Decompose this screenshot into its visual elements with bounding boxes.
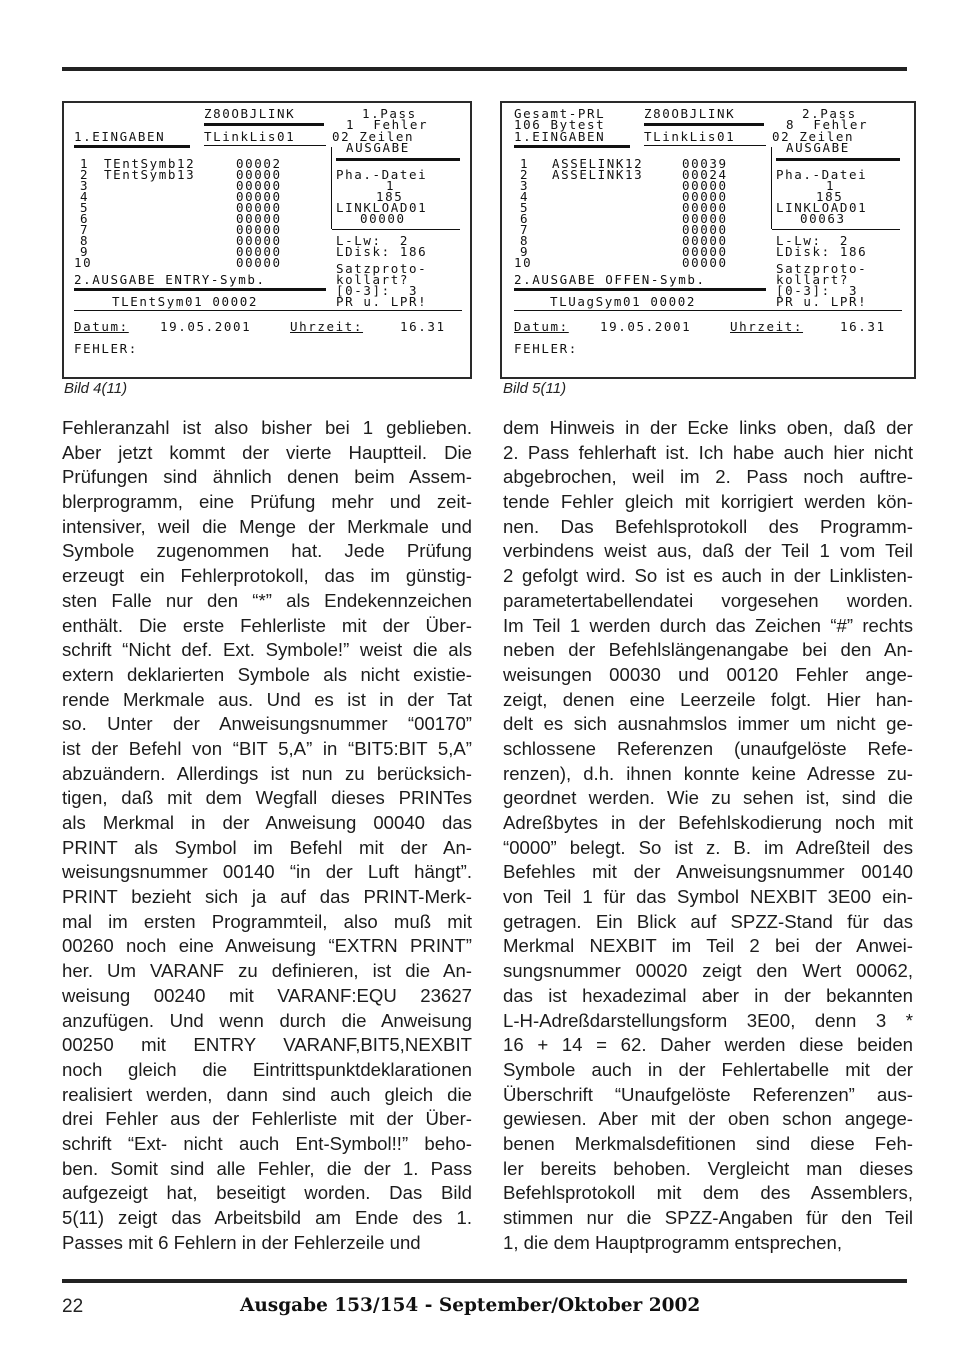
line-count: 02 Zeilen	[332, 129, 415, 144]
pha-label: Pha.-Datei	[336, 167, 428, 182]
list-name: TLinkLis01	[644, 129, 736, 144]
eingaben-underline	[514, 145, 630, 148]
row-name: TEntSymb13	[104, 167, 196, 182]
output-underline	[776, 158, 900, 161]
lw-info: L-Lw: 2	[336, 233, 410, 248]
row-num: 6	[520, 211, 530, 226]
text-line: gewiesen. Aber mit der oben schon angege-	[503, 1108, 913, 1130]
list-underline	[204, 145, 326, 146]
text-line: 16 + 14 = 62. Daher werden diese beiden	[503, 1034, 913, 1056]
output-file: TLEntSym01 00002	[112, 294, 259, 309]
ldisk-info: LDisk: 186	[336, 244, 428, 259]
datum-label: Datum:	[74, 319, 129, 334]
text-line: als Merkmal in der Anweisung 00040 das	[62, 812, 472, 833]
page-number: 22	[62, 1296, 84, 1317]
text-line: benen Merkmalsdefitionen sind diese Feh-	[503, 1132, 913, 1154]
text-line: schlossene Referenzen (unaufgelöste Refe-	[503, 737, 913, 759]
body-column-left	[62, 416, 472, 1255]
output-file: TLUagSym01 00002	[550, 294, 697, 309]
text-line: “0000” belegt. So ist z. B. im Adreßteil des	[503, 836, 913, 858]
satz-line-2: kollart?	[336, 272, 410, 287]
pass-label: 2.Pass	[802, 106, 857, 121]
row-val: 00002	[236, 156, 282, 171]
row-val: 00000	[236, 178, 282, 193]
uhrzeit-label: Uhrzeit:	[730, 319, 804, 334]
text-line: mal im ersten Programmteil, also muß mit	[62, 910, 472, 932]
program-name: Z80OBJLINK	[644, 106, 736, 121]
text-line: sten Falle nur den “*” als Endekennzeichen	[62, 589, 472, 611]
output-label: AUSGABE	[346, 140, 410, 155]
text-line: tende Fehler gleich mit korrigiert werden kön-	[503, 491, 913, 513]
text-line: 1, die dem Hauptprogramm entsprechen,	[503, 1231, 842, 1253]
row-num: 8	[520, 233, 530, 248]
pha-value: 00000	[360, 211, 406, 226]
screen-bild5	[500, 101, 916, 379]
bottom-rule	[62, 1279, 907, 1283]
text-line: aufgezeigt hat, beseitigt worden. Das Bild	[62, 1182, 472, 1204]
text-line: intensiver, weil die Menge der Merkmale und	[62, 515, 472, 537]
datum-value: 19.05.2001	[160, 319, 252, 334]
text-line: Symbole zugenommen hat. Jede Prüfung	[62, 540, 472, 562]
text-line: stimmen nur die SPZZ-Angaben für den Teil	[503, 1207, 913, 1228]
pha-bottom-line	[332, 229, 460, 230]
footer-divider	[514, 310, 902, 311]
text-line: rende Merkmale aus. Und es ist in der Tat	[62, 688, 472, 710]
row-num: 9	[80, 244, 90, 259]
pass-label: 1.Pass	[362, 106, 417, 121]
row-val: 00000	[682, 233, 728, 248]
row-num: 5	[520, 200, 530, 215]
pha-file: LINKLOAD01	[336, 200, 428, 215]
text-line: renzen), d.h. ihnen konnte keine Adresse zu-	[503, 762, 913, 784]
row-val: 00000	[236, 255, 282, 270]
text-line: weisungen 00030 und 00120 Fehler ange-	[503, 663, 913, 685]
row-num: 9	[520, 244, 530, 259]
text-line: Befehlsprotokoll mit dem des Assemblers,	[503, 1182, 913, 1204]
text-line: PRINT bezieht sich ja auf das PRINT-Merk-	[62, 886, 472, 908]
satz-line-1: Satzproto-	[336, 261, 428, 276]
row-name: TEntSymb12	[104, 156, 196, 171]
caption-bild5: Bild 5(11)	[503, 380, 567, 397]
text-line: Prüfungen sind ähnlich denen beim Assem-	[62, 466, 472, 488]
eingaben-underline	[74, 145, 190, 148]
fehler-label: FEHLER:	[74, 341, 138, 356]
header-left-1: Gesamt-PRL	[514, 106, 606, 121]
program-name: Z80OBJLINK	[204, 106, 296, 121]
issue-title: Ausgabe 153/154 - September/Oktober 2002	[240, 1295, 701, 1316]
row-name: ASSELINK13	[552, 167, 644, 182]
row-val: 00000	[236, 233, 282, 248]
uhrzeit-value: 16.31	[840, 319, 886, 334]
text-line: abzuändern. Allerdings ist nun zu berücksich-	[62, 762, 472, 784]
satz-line-4: PR u. LPR!	[336, 294, 428, 309]
fehler-label: FEHLER:	[514, 341, 578, 356]
text-line: Im Teil 1 werden durch das Zeichen “#” rechts	[503, 614, 913, 636]
error-count: 1 Fehler	[346, 117, 429, 132]
row-num: 7	[80, 222, 90, 237]
section-eingaben: 1.EINGABEN	[514, 129, 606, 144]
list-underline	[644, 145, 766, 146]
text-line: Befehles mit der Anweisungsnummer 00140	[503, 861, 913, 883]
pha-file: LINKLOAD01	[776, 200, 868, 215]
row-num: 3	[520, 178, 530, 193]
uhrzeit-value: 16.31	[400, 319, 446, 334]
row-val: 00000	[236, 200, 282, 215]
row-name: ASSELINK12	[552, 156, 644, 171]
ausgabe-underline	[74, 288, 326, 291]
text-line: schrift “Ext- nicht auch Ent-Symbol!!” beho-	[62, 1132, 472, 1154]
text-line: 00260 noch eine Anweisung “EXTRN PRINT”	[62, 935, 472, 957]
pha-value: 00063	[800, 211, 846, 226]
row-val: 00000	[682, 244, 728, 259]
section-ausgabe: 2.AUSGABE OFFEN-Symb.	[514, 272, 706, 287]
header-left-2: 106 Bytest	[514, 117, 606, 132]
row-val: 00000	[236, 222, 282, 237]
program-underline	[644, 123, 764, 126]
text-line: schrift “Nicht def. Ext. Symbole!” weist die als	[62, 639, 472, 661]
program-underline	[204, 123, 324, 126]
line-count: 02 Zeilen	[772, 129, 855, 144]
section-ausgabe: 2.AUSGABE ENTRY-Symb.	[74, 272, 266, 287]
output-divider	[771, 147, 772, 229]
text-line: noch gleich die Eintrittspunktdeklarationen	[62, 1058, 472, 1080]
text-line: weisungsnummer 00140 “in der Luft hängt”.	[62, 861, 472, 883]
list-name: TLinkLis01	[204, 129, 296, 144]
satz-line-3: [0-3]: 3	[336, 283, 419, 298]
text-line: das ist hexadezimal aber in der bekannten	[503, 984, 913, 1006]
section-eingaben: 1.EINGABEN	[74, 129, 166, 144]
satz-line-3: [0-3]: 3	[776, 283, 859, 298]
text-line: Fehleranzahl ist also bisher bei 1 geblieben.	[62, 417, 472, 438]
text-line: Überschrift “Unaufgelöste Referenzen” aus-	[503, 1083, 913, 1105]
row-num: 6	[80, 211, 90, 226]
text-line: Aber jetzt kommt der vierte Hauptteil. Die	[62, 441, 472, 463]
text-line: 00250 mit ENTRY VARANF,BIT5,NEXBIT	[62, 1034, 472, 1056]
output-label: AUSGABE	[786, 140, 850, 155]
text-line: L-H-Adreßdarstellungsform 3E00, denn 3 *	[503, 1009, 913, 1031]
row-num: 4	[80, 189, 90, 204]
row-val: 00000	[236, 211, 282, 226]
row-num: 1	[520, 156, 530, 171]
text-line: parametertabellendatei vorgesehen worden.	[503, 589, 913, 611]
text-line: 2 gefolgt wird. So ist es auch in der Linklisten-	[503, 565, 913, 587]
pha-size: 185	[816, 189, 844, 204]
row-num: 2	[80, 167, 90, 182]
row-val: 00000	[682, 178, 728, 193]
ldisk-info: LDisk: 186	[776, 244, 868, 259]
row-val: 00000	[682, 189, 728, 204]
text-line: Symbole auch in der Fehlertabelle mit der	[503, 1058, 913, 1080]
text-line: getragen. Ein Blick auf SPZZ-Stand für das	[503, 910, 913, 932]
body-column-right	[503, 416, 913, 1255]
text-line: Passes mit 6 Fehlern in der Fehlerzeile und	[62, 1231, 421, 1253]
text-line: weisung 00240 mit VARANF:EQU 23627	[62, 984, 472, 1006]
text-line: blerprogramm, eine Prüfung mehr und zeit-	[62, 491, 472, 513]
row-num: 10	[74, 255, 93, 270]
text-line: anzufügen. Und wenn durch die Anweisung	[62, 1009, 472, 1031]
text-line: drei Fehler aus der Fehlerliste mit der Über-	[62, 1108, 472, 1130]
row-num: 1	[80, 156, 90, 171]
row-num: 4	[520, 189, 530, 204]
satz-line-2: kollart?	[776, 272, 850, 287]
output-divider	[331, 147, 332, 229]
row-val: 00000	[682, 200, 728, 215]
text-line: ben. Somit sind alle Fehler, die der 1. Pass	[62, 1157, 472, 1179]
text-line: PRINT als Symbol im Befehl mit der An-	[62, 836, 472, 858]
text-line: extern deklarierten Symbole als nicht existie-	[62, 663, 472, 685]
text-line: von Teil 1 für das Symbol NEXBIT 3E00 ein-	[503, 886, 913, 908]
text-line: delt es sich ausnahmslos immer um nicht ge-	[503, 713, 913, 735]
top-rule	[62, 67, 907, 71]
row-val: 00000	[682, 255, 728, 270]
pha-label: Pha.-Datei	[776, 167, 868, 182]
satz-line-1: Satzproto-	[776, 261, 868, 276]
text-line: tigen, daß mit dem Wegfall dieses PRINTes	[62, 787, 472, 809]
text-line: erzeugt ein Fehlerprotokoll, das im günstig-	[62, 565, 472, 587]
pha-num: 1	[386, 178, 396, 193]
text-line: enthält. Die erste Fehlerliste mit der Über-	[62, 614, 472, 636]
text-line: 5(11) zeigt das Arbeitsbild am Ende des 1.	[62, 1207, 472, 1228]
satz-line-4: PR u. LPR!	[776, 294, 868, 309]
footer-divider	[74, 310, 462, 311]
text-line: ler bereits behoben. Vergleicht man dieses	[503, 1157, 913, 1179]
text-line: 2. Pass fehlerhaft ist. Ich habe auch hier nicht	[503, 441, 913, 463]
pha-size: 185	[376, 189, 404, 204]
row-num: 3	[80, 178, 90, 193]
row-num: 7	[520, 222, 530, 237]
pha-bottom-line	[772, 229, 900, 230]
text-line: neben der Befehlslängenangabe bei den An-	[503, 639, 913, 661]
text-line: nen. Das Befehlsprotokoll des Programm-	[503, 515, 913, 537]
text-line: Merkmal NEXBIT im Teil 2 bei der Anwei-	[503, 935, 913, 957]
text-line: zeigt, denen eine Leerzeile folgt. Hier han-	[503, 688, 913, 710]
row-num: 10	[514, 255, 533, 270]
text-line: dem Hinweis in der Ecke links oben, daß der	[503, 417, 913, 438]
row-val: 00000	[682, 222, 728, 237]
datum-value: 19.05.2001	[600, 319, 692, 334]
error-count: 8 Fehler	[786, 117, 869, 132]
row-val: 00039	[682, 156, 728, 171]
output-underline	[336, 158, 460, 161]
row-val: 00000	[236, 244, 282, 259]
text-line: verbindens weist aus, daß der Teil 1 vom Teil	[503, 540, 913, 562]
text-line: ist der Befehl von “BIT 5,A” in “BIT5:BIT 5,A”	[62, 737, 472, 759]
uhrzeit-label: Uhrzeit:	[290, 319, 364, 334]
pha-num: 1	[826, 178, 836, 193]
row-num: 5	[80, 200, 90, 215]
text-line: geordnet werden. Wie zu sehen ist, sind die	[503, 787, 913, 809]
text-line: sungsnummer 00020 zeigt den Wert 00062,	[503, 960, 913, 982]
caption-bild4: Bild 4(11)	[64, 380, 128, 397]
row-val: 00024	[682, 167, 728, 182]
screen-bild4	[62, 101, 472, 379]
row-val: 00000	[682, 211, 728, 226]
text-line: abgebrochen, weil im 2. Pass noch auftre-	[503, 466, 913, 488]
ausgabe-underline	[514, 288, 766, 291]
row-num: 8	[80, 233, 90, 248]
row-num: 2	[520, 167, 530, 182]
lw-info: L-Lw: 2	[776, 233, 850, 248]
text-line: realisiert werden, dann sind auch gleich die	[62, 1083, 472, 1105]
text-line: Adreßbytes in der Befehlskodierung noch mit	[503, 812, 913, 833]
row-val: 00000	[236, 167, 282, 182]
text-line: her. Um VARANF zu definieren, ist die An-	[62, 960, 472, 982]
datum-label: Datum:	[514, 319, 569, 334]
text-line: so. Unter der Anweisungsnummer “00170”	[62, 713, 472, 735]
row-val: 00000	[236, 189, 282, 204]
